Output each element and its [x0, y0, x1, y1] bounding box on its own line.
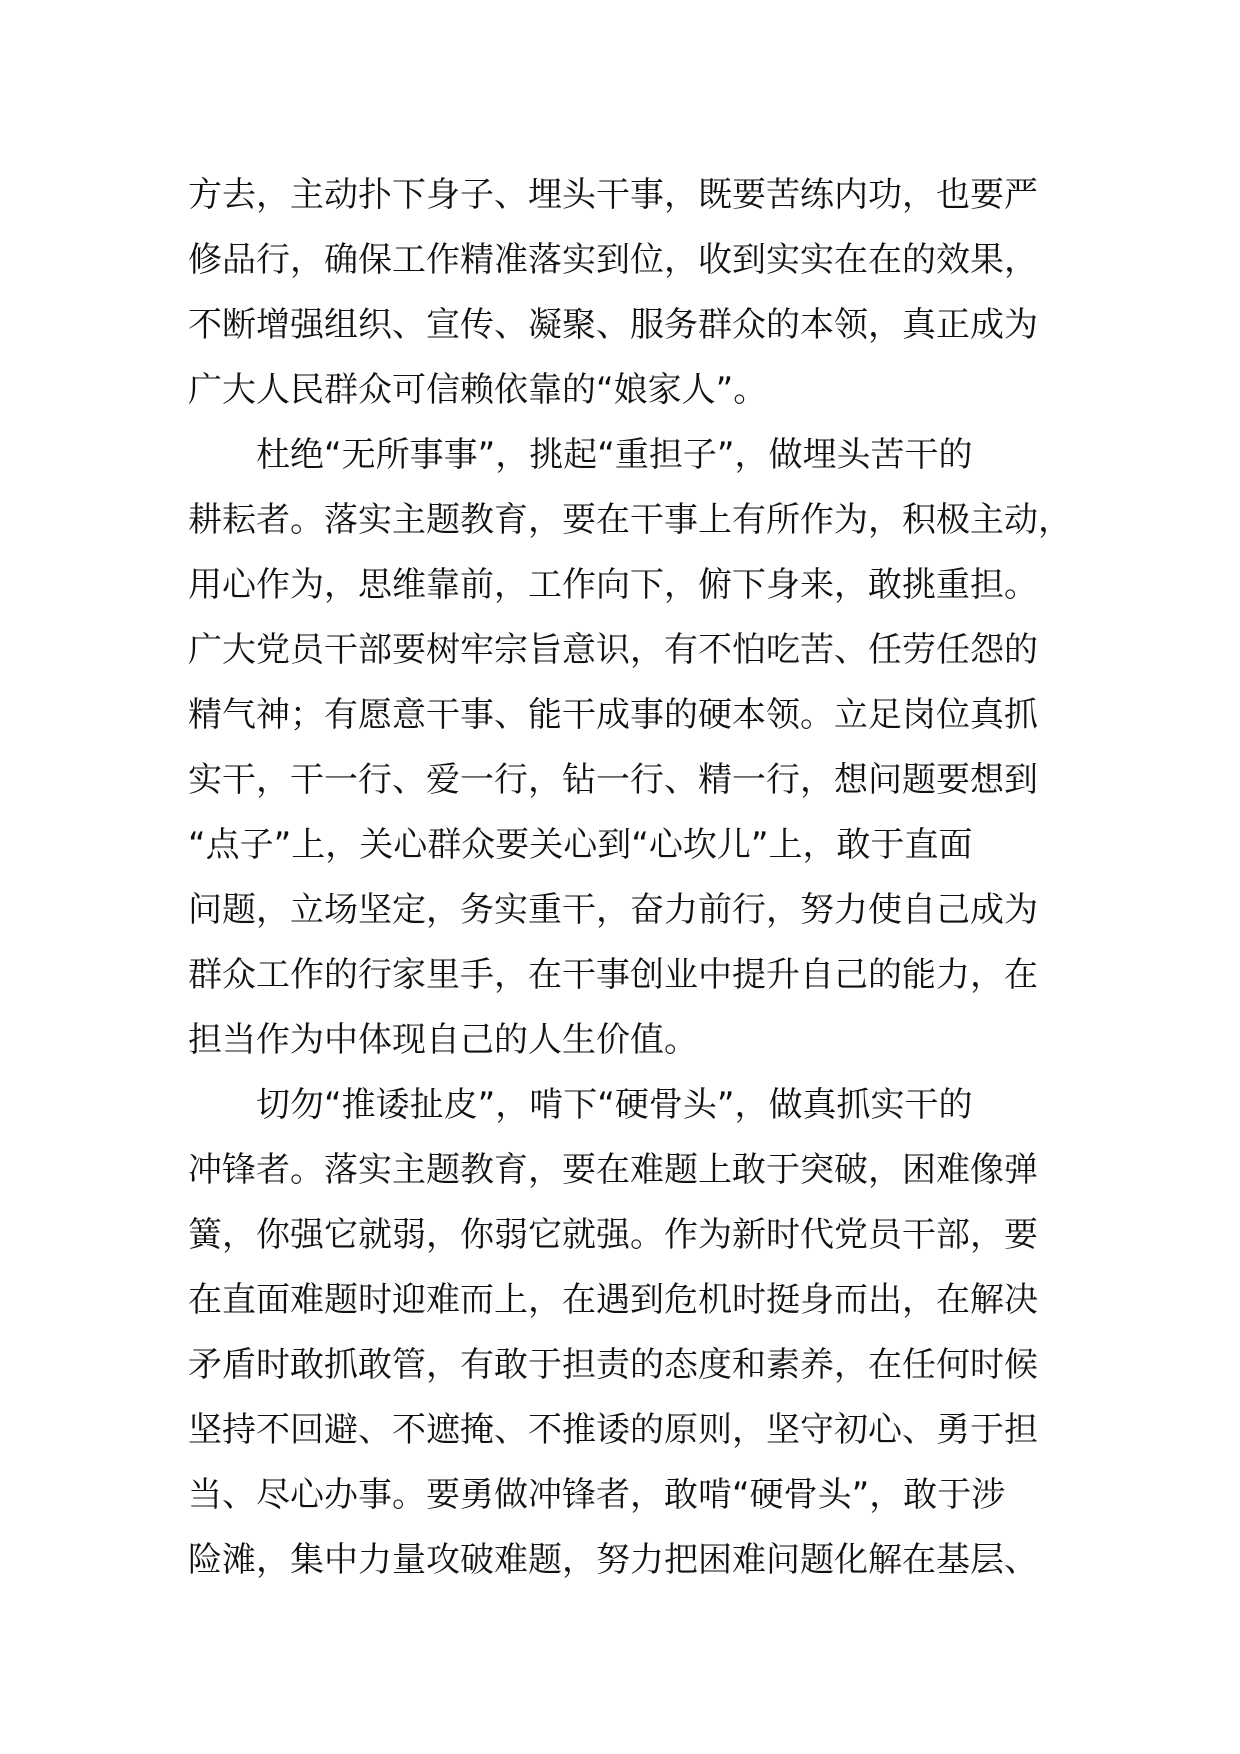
text-line: 实干，干一行、爱一行，钻一行、精一行，想问题要想到 — [188, 760, 1038, 800]
text-line: 精气神；有愿意干事、能干成事的硬本领。立足岗位真抓 — [188, 695, 1038, 735]
text-line: 簧，你强它就弱，你弱它就强。作为新时代党员干部，要 — [188, 1215, 1038, 1255]
text-line: 广大党员干部要树牢宗旨意识，有不怕吃苦、任劳任怨的 — [188, 630, 1038, 670]
text-line: 当、尽心办事。要勇做冲锋者，敢啃“硬骨头”，敢于涉 — [188, 1475, 1006, 1515]
document-body — [188, 163, 1088, 1593]
text-line: 冲锋者。落实主题教育，要在难题上敢于突破，困难像弹 — [188, 1150, 1038, 1190]
text-line: 修品行，确保工作精准落实到位，收到实实在在的效果， — [188, 240, 1038, 280]
text-line: 不断增强组织、宣传、凝聚、服务群众的本领，真正成为 — [188, 305, 1038, 345]
paragraph-heading-line: 切勿“推诿扯皮”，啃下“硬骨头”，做真抓实干的 — [188, 1085, 973, 1125]
text-line: 耕耘者。落实主题教育，要在干事上有所作为，积极主动， — [188, 500, 1072, 540]
text-line: 险滩，集中力量攻破难题，努力把困难问题化解在基层、 — [188, 1540, 1038, 1580]
text-line: 群众工作的行家里手，在干事创业中提升自己的能力，在 — [188, 955, 1038, 995]
text-line: 方去，主动扑下身子、埋头干事，既要苦练内功，也要严 — [188, 175, 1038, 215]
paragraph-heading-line: 杜绝“无所事事”，挑起“重担子”，做埋头苦干的 — [188, 435, 973, 475]
text-line: 坚持不回避、不遮掩、不推诿的原则，坚守初心、勇于担 — [188, 1410, 1038, 1450]
text-line: 广大人民群众可信赖依靠的“娘家人”。 — [188, 370, 768, 410]
text-line: 用心作为，思维靠前，工作向下，俯下身来，敢挑重担。 — [188, 565, 1038, 605]
text-line: 在直面难题时迎难而上，在遇到危机时挺身而出，在解决 — [188, 1280, 1038, 1320]
text-line: 担当作为中体现自己的人生价值。 — [188, 1020, 698, 1060]
text-line: “点子”上，关心群众要关心到“心坎儿”上，敢于直面 — [188, 825, 973, 865]
text-line: 问题，立场坚定，务实重干，奋力前行，努力使自己成为 — [188, 890, 1038, 930]
text-line: 矛盾时敢抓敢管，有敢于担责的态度和素养，在任何时候 — [188, 1345, 1038, 1385]
